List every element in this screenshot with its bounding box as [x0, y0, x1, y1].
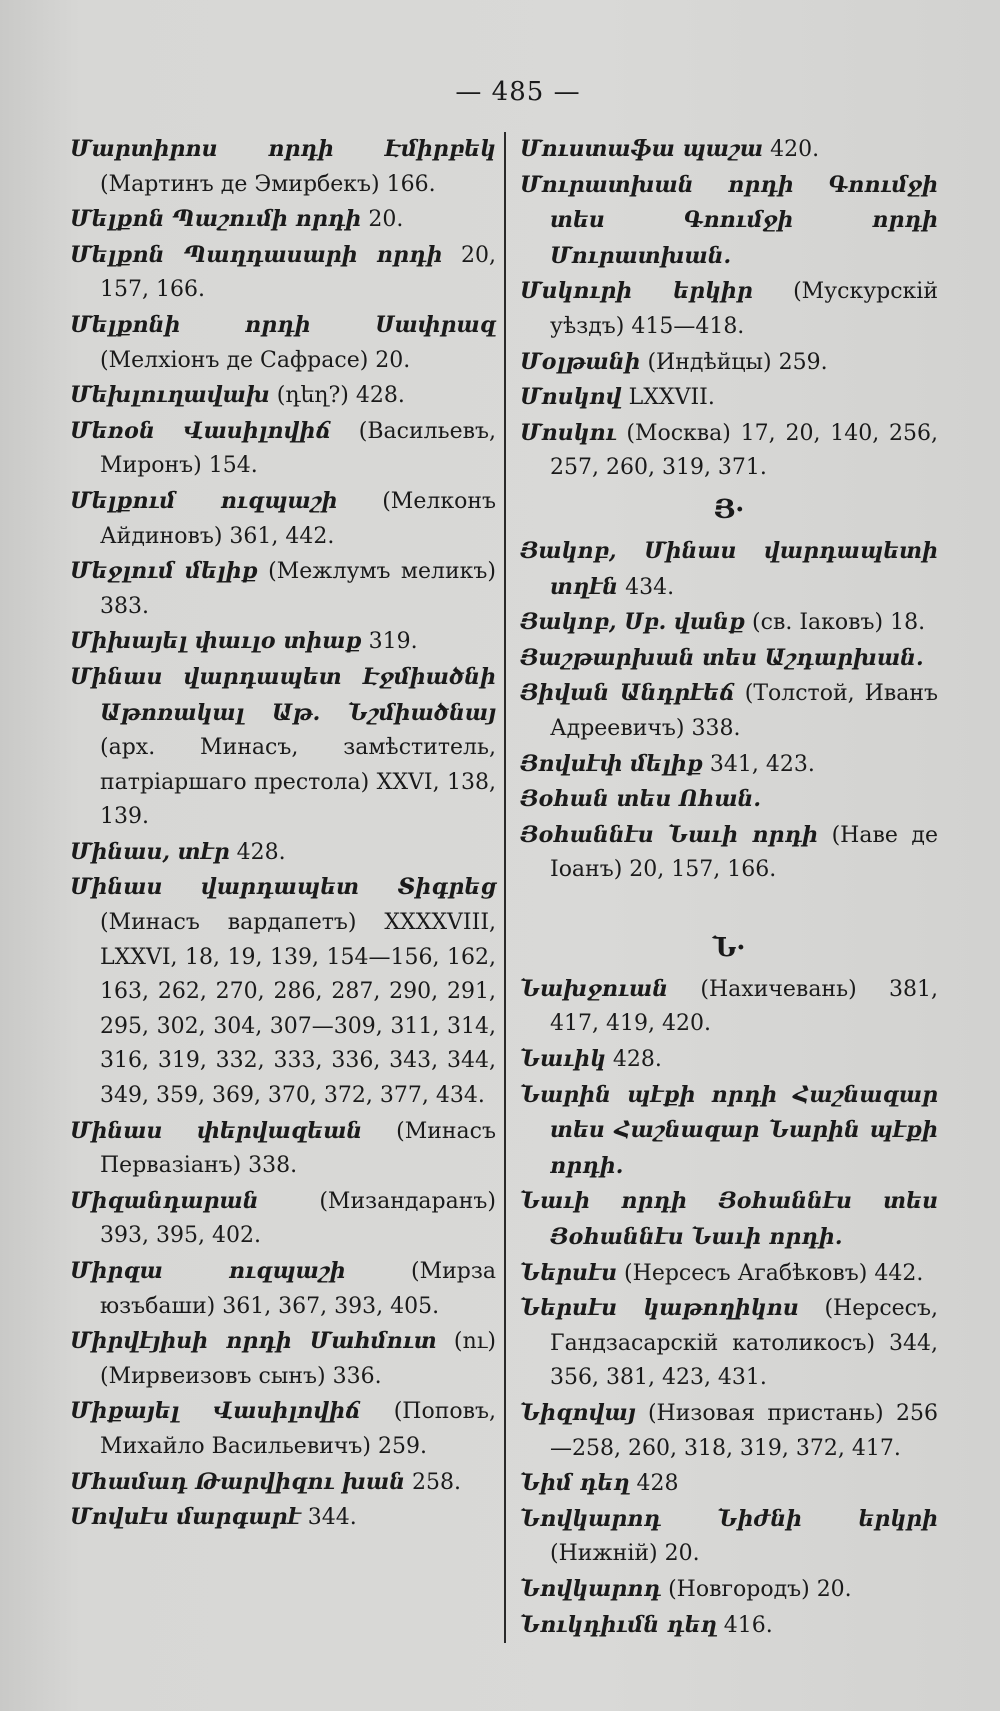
index-entry — [70, 1254, 496, 1324]
entry-term: Միրվէյիսի որդի Մահմուտ — [70, 1328, 437, 1355]
index-entry — [520, 1042, 938, 1078]
index-entry — [70, 1184, 496, 1254]
index-entry — [520, 345, 938, 381]
entry-references: (ու) (Мирвеизовъ сынъ) 336. — [100, 1329, 496, 1389]
entry-term: Յաշթարխան տես Աշդարխան. — [520, 644, 924, 671]
entry-references: (Нижній) 20. — [550, 1541, 700, 1567]
section-letter-n: Ն· — [712, 932, 746, 963]
entry-term: Յովսէփ մելիք — [520, 750, 703, 777]
index-entry — [520, 168, 938, 275]
index-entry — [520, 534, 938, 605]
entry-term: Մսկուրի երկիր — [520, 278, 753, 305]
entry-term: Յօհան տես Ոհան. — [520, 786, 762, 813]
entry-term: Միքայել Վասիլովիճ — [70, 1398, 361, 1425]
index-entry — [70, 414, 496, 484]
entry-references: (Нерсесъ, Гандзасарскій католикосъ) 344, 356, 381, 423, 431. — [550, 1296, 938, 1391]
entry-references: (Мускурскій уѣздъ) 415—418. — [550, 279, 938, 339]
index-entry — [520, 1184, 938, 1255]
index-entry — [70, 1500, 496, 1536]
entry-references: (Новгородъ) 20. — [661, 1576, 852, 1602]
entry-term: Մոսկու — [520, 419, 617, 446]
index-entry — [520, 641, 938, 677]
entry-term: Մելքոն Պաշումի որդի — [70, 206, 362, 233]
entry-term: Մինաս, տէր — [70, 838, 230, 865]
entry-references: 258. — [405, 1469, 462, 1495]
entry-references: 428 — [629, 1471, 679, 1497]
entry-references: (Низовая пристань) 256—258, 260, 318, 319, 372, 417. — [550, 1401, 938, 1461]
index-entry — [70, 624, 496, 660]
entry-references: (Мизандаранъ) 393, 395, 402. — [100, 1188, 496, 1249]
entry-references: (Индѣйцы) 259. — [640, 349, 828, 375]
entry-term: Ներսէս — [520, 1259, 618, 1286]
entry-term: Միզանդարան — [70, 1187, 259, 1214]
index-entry — [70, 308, 496, 378]
entry-term: Մելքում ուզպաշի — [70, 487, 338, 514]
right-column — [504, 132, 938, 1643]
index-entry — [520, 605, 938, 641]
entry-references: (Минасъ Первазіанъ) 338. — [100, 1118, 496, 1179]
entry-term: Նիզովայ — [520, 1400, 636, 1426]
entry-term: Նուկդիւմն դեղ — [520, 1611, 717, 1638]
entry-term: Նախջուան — [520, 975, 669, 1002]
entry-references: (Мартинъ де Эмирбекъ) 166. — [100, 171, 436, 197]
entry-term: Մոսկով — [520, 384, 622, 411]
index-entry — [520, 1256, 938, 1292]
index-entry — [70, 202, 496, 238]
entry-term: Մինաս վարդապետ Տիգրեց — [70, 874, 496, 901]
entry-term: Նիմ դեղ — [520, 1470, 630, 1497]
entry-references: (арх. Минасъ, замѣститель, патріаршаго престола) XXVI, 138, 139. — [100, 735, 496, 830]
entry-references: (Мелхіонъ де Сафрасе) 20. — [100, 347, 411, 373]
index-entry — [520, 416, 938, 486]
index-entry — [520, 1291, 938, 1396]
entry-references: 428. — [229, 839, 286, 865]
entry-references: (դեղ?) 428. — [269, 383, 405, 409]
index-entry — [520, 1466, 938, 1502]
page-number: — 485 — — [455, 77, 581, 107]
index-entry — [70, 378, 496, 414]
entry-term: Մօլթանի — [520, 348, 641, 375]
entry-references: 416. — [716, 1612, 773, 1638]
index-entry — [70, 1324, 496, 1394]
entry-term: Միրզա ուզպաշի — [70, 1258, 346, 1284]
index-entry — [520, 676, 938, 746]
index-entry — [70, 1114, 496, 1184]
index-entry — [520, 1502, 938, 1572]
entry-references: (Поповъ, Михайло Васильевичъ) 259. — [100, 1399, 496, 1459]
index-entry — [520, 747, 938, 783]
entry-term: Մինաս վարդապետ Էջմիածնի Աթոռակալ Աթ. Նշմիածնայ — [70, 663, 496, 726]
index-entry — [520, 782, 938, 818]
index-entry — [520, 972, 938, 1042]
entry-term: Նաւիկ — [520, 1046, 606, 1073]
entry-term: Մարտիրոս որդի Էմիրբեկ — [70, 136, 496, 162]
entry-term: Մեջլում մելիք — [70, 558, 258, 585]
entry-references: (Межлумъ меликъ) 383. — [100, 559, 497, 619]
entry-references: (Нахичевань) 381, 417, 419, 420. — [550, 976, 938, 1037]
entry-term: Յակոբ, Մինաս վարդապետի տղէն — [520, 537, 938, 600]
entry-term: Յօհաննէս Նաւի որդի — [520, 821, 818, 848]
entry-term: Մեխլուղավախ — [70, 382, 270, 409]
entry-term: Մեռօն Վասիլովիճ — [70, 417, 331, 444]
entry-term: Մելքոնի որդի Սափրազ — [70, 311, 496, 338]
entry-references: (св. Іаковъ) 18. — [745, 610, 926, 636]
index-entry — [70, 484, 496, 554]
index-entry — [70, 870, 496, 1113]
entry-references: 20. — [361, 207, 404, 233]
entry-references: 344. — [300, 1505, 357, 1531]
entry-references: (Москва) 17, 20, 140, 256, 257, 260, 319, 371. — [550, 420, 938, 481]
entry-term: Մովսէս մարգարէ — [70, 1504, 301, 1531]
index-entry — [520, 380, 938, 416]
index-columns — [70, 132, 966, 1643]
index-entry — [70, 1465, 496, 1501]
entry-term: Մուրատխան որդի Գոումջի տես Գոումջի որդի Մուրատխան. — [520, 171, 938, 269]
entry-references: 341, 423. — [702, 751, 815, 777]
index-entry — [70, 554, 496, 624]
entry-references: LXXVII. — [621, 385, 715, 411]
entry-term: Մելքոն Պաղդասարի որդի — [70, 241, 443, 268]
index-entry — [70, 238, 496, 308]
entry-references: (Минасъ вардапетъ) XXXXVIII, LXXVI, 18, 19, 139, 154—156, 162, 163, 262, 270, 286, 287, 290, 291, 295, 302, 304, 307—309, 311, 314, 316, 319, 332, 333, 336, 343, 344, 349, 359, 369, 370, 372, 377, 434. — [100, 910, 496, 1109]
index-entry — [70, 660, 496, 835]
section-letter-y: Յ· — [713, 494, 745, 525]
index-entry — [70, 132, 496, 202]
index-entry — [520, 274, 938, 344]
entry-term: Նովկարոդ — [520, 1575, 662, 1602]
entry-references: 319. — [361, 629, 418, 655]
entry-references: (Нерсесъ Агабѣковъ) 442. — [617, 1260, 924, 1286]
index-entry — [520, 1572, 938, 1608]
index-entry — [520, 818, 938, 888]
entry-references: (Толстой, Иванъ Адреевичъ) 338. — [550, 681, 938, 741]
left-column — [70, 132, 504, 1643]
entry-term: Նովկարոդ Նիժնի երկրի — [520, 1505, 938, 1532]
entry-references: (Наве де Іоанъ) 20, 157, 166. — [550, 822, 938, 883]
index-entry — [520, 1396, 938, 1466]
entry-term: Միխայել փաւլօ տիաք — [70, 628, 362, 655]
entry-term: Յիվան Անդրէեճ — [520, 680, 735, 707]
entry-term: Մուստաֆա պաշա — [520, 136, 764, 162]
entry-term: Մինաս փերվազեան — [70, 1117, 363, 1144]
entry-references: 20, 157, 166. — [100, 242, 496, 303]
index-entry — [520, 1608, 938, 1644]
index-entry — [70, 835, 496, 871]
entry-references: (Мирза юзъбаши) 361, 367, 393, 405. — [100, 1259, 496, 1319]
index-entry — [520, 132, 938, 168]
entry-references: (Васильевъ, Миронъ) 154. — [100, 418, 496, 479]
index-entry — [520, 1078, 938, 1185]
entry-term: Ներսէս կաթողիկոս — [520, 1295, 799, 1322]
entry-references: 434. — [618, 574, 675, 600]
entry-term: Նաւի որդի Յօհաննէս տես Յօհաննէս Նաւի որդի. — [520, 1188, 938, 1251]
entry-references: 428. — [605, 1047, 662, 1073]
entry-references: 420. — [763, 137, 820, 162]
entry-term: Յակոբ, Սբ. վանք — [520, 609, 746, 636]
entry-term: Մհամադ Թարվիզու խան — [70, 1468, 406, 1495]
index-entry — [70, 1394, 496, 1464]
entry-references: (Мелконъ Айдиновъ) 361, 442. — [100, 488, 496, 549]
entry-term: Նարին պէքի որդի Հաշնազար տես Հաշնազար Նարին պէքի որդի. — [520, 1081, 938, 1179]
